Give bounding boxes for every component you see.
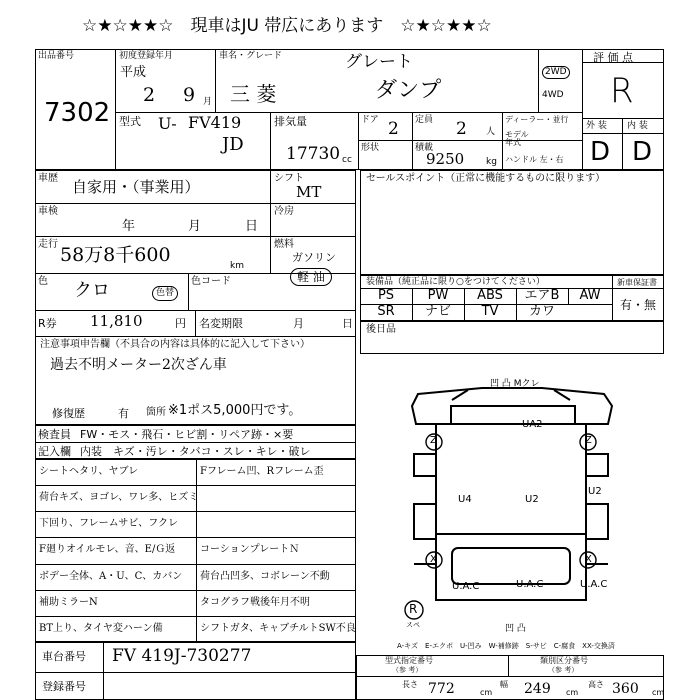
vehicle-maker: 三 菱 xyxy=(230,82,277,106)
category-label: 類別区分番号 xyxy=(540,656,588,665)
length-label: 長さ xyxy=(402,680,418,689)
entry-label: 記入欄 xyxy=(38,445,71,458)
equip-airbag: エアB xyxy=(524,288,560,303)
recycle-value: 11,810 xyxy=(90,312,143,330)
mark-z-left: Z xyxy=(430,435,437,446)
equipment-label: 装備品（純正品に限り○をつけてください） xyxy=(366,277,545,287)
score-label: 評 価 点 xyxy=(593,51,633,64)
width-label: 幅 xyxy=(500,680,508,689)
mark-uac-right: U.A.C xyxy=(580,579,608,590)
fuel-label: 燃料 xyxy=(274,239,294,250)
vehicle-grade: グレート xyxy=(345,52,413,72)
notes-label: 注意事項申告欄（不具合の内容は具体的に記入して下さい） xyxy=(40,339,310,350)
entry-items: 内装 キズ・汚レ・タバコ・スレ・キレ・破レ xyxy=(80,445,311,458)
mark-ua2: UA2 xyxy=(522,419,543,430)
chassis-label: 車台番号 xyxy=(42,650,86,663)
type-prefix: U- xyxy=(158,114,177,133)
sales-frame xyxy=(360,170,664,275)
mark-u4: U4 xyxy=(458,494,472,505)
inspector-label: 検査員 xyxy=(38,428,71,441)
banner: ☆★☆★★☆ 現車はJU 帯広にあります ☆★☆★★☆ xyxy=(82,16,492,36)
repair-unit: 箇所 xyxy=(146,407,166,418)
doors-value: 2 xyxy=(388,119,399,139)
exterior-score: D xyxy=(590,137,611,167)
length-value: 772 xyxy=(428,681,455,697)
capacity-label: 定員 xyxy=(415,115,434,125)
remark-right: コーションプレートＮ xyxy=(200,544,300,556)
vehicle-diagram xyxy=(356,354,664,642)
equip-ps: PS xyxy=(377,288,395,303)
interior-label: 内 装 xyxy=(627,121,648,131)
mark-z-right: Z xyxy=(585,435,592,446)
remark-left: F廻りオイルモレ、音、E/Ｇ返 xyxy=(39,544,176,556)
length-unit: cm xyxy=(480,688,493,697)
drive-2wd: 2WD xyxy=(542,66,570,79)
remark-left: 下回り、フレームサビ、フクレ xyxy=(39,518,178,530)
remark-right: Fフレーム凹、Rフレーム歪 xyxy=(200,466,324,477)
shift-value: MT xyxy=(296,183,322,201)
spare-label: スペ xyxy=(406,621,420,629)
recycle-unit: 円 xyxy=(175,317,186,330)
mileage-value: 58万8千600 xyxy=(60,244,171,266)
engine-unit: cc xyxy=(342,155,352,165)
specified-label: 型式指定番号 xyxy=(385,656,433,665)
load-label: 積載 xyxy=(415,143,434,153)
color-value: クロ xyxy=(74,280,110,301)
engine-label: 排気量 xyxy=(274,115,307,128)
score-value: R xyxy=(610,71,634,111)
load-unit: kg xyxy=(486,157,497,167)
after-frame xyxy=(360,321,664,354)
width-unit: cm xyxy=(566,688,579,697)
spare-mark: R xyxy=(409,602,418,616)
height-label: 高さ xyxy=(588,680,604,689)
repair-value: 有 xyxy=(118,407,129,420)
repair-label: 修復歴 xyxy=(52,407,85,420)
remark-right: シフトガタ、キャブチルトSW不良 xyxy=(200,622,356,634)
color-label: 色 xyxy=(38,276,48,287)
category-sub: （参 考） xyxy=(548,666,579,674)
type-suffix: JD xyxy=(222,134,244,155)
equip-aw: AW xyxy=(579,288,601,303)
mark-x-left: X xyxy=(430,554,437,565)
warranty-value: 有・無 xyxy=(620,298,657,312)
equip-navi: ナビ xyxy=(424,304,451,319)
inspector-items: FW・モス・飛石・ヒビ割・リペア跡・×要 xyxy=(80,428,294,441)
history-label: 車歴 xyxy=(38,173,58,184)
height-value: 360 xyxy=(612,681,639,697)
fuel-opt2: 軽 油 xyxy=(290,268,332,286)
color-note: 色替 xyxy=(152,286,178,301)
registration-label: 初度登録年月 xyxy=(119,51,174,61)
mark-u2-door xyxy=(466,478,467,479)
name-change-month: 月 xyxy=(293,317,304,330)
capacity-unit: 人 xyxy=(486,127,496,137)
color-code-label: 色コード xyxy=(191,276,231,287)
lot-label: 出品番号 xyxy=(38,51,75,61)
notes-value: 過去不明メーター2次ざん車 xyxy=(50,357,227,373)
after-label: 後日品 xyxy=(366,324,396,335)
equip-pw: PW xyxy=(427,288,449,303)
mileage-unit: km xyxy=(230,261,244,271)
chassis-value: FV 419J-730277 xyxy=(112,646,252,666)
remark-left: 補助ミラーN xyxy=(39,596,98,608)
handle-label: ハンドル 左・右 xyxy=(505,155,564,164)
inspection-year-unit: 年 xyxy=(122,219,136,234)
registration-year: 2 xyxy=(143,84,156,106)
diagram-legend: A-キズ E-エクボ U-凹み W-補修跡 S-サビ C-腐食 XX-交換済 xyxy=(397,642,615,650)
name-change-label: 名変期限 xyxy=(199,317,243,330)
equip-tv: TV xyxy=(481,304,499,319)
capacity-value: 2 xyxy=(456,119,467,139)
recycle-label: R券 xyxy=(38,317,57,330)
inspection-day-unit: 日 xyxy=(245,219,259,234)
mark-u2-center: U2 xyxy=(525,494,539,505)
remark-left: ボデー全体、A・U、C、カバン xyxy=(39,570,183,582)
engine-value: 17730 xyxy=(286,144,341,164)
remark-left: シートヘタリ、ヤブレ xyxy=(39,466,139,477)
interior-score: D xyxy=(632,137,653,167)
equip-sr: SR xyxy=(377,304,395,319)
shift-label: シフト xyxy=(274,173,304,184)
doors-label: ドア xyxy=(361,115,379,125)
dealer-label: ディーラー・並行 xyxy=(505,115,569,124)
remark-left: 荷台キズ、ヨゴレ、ワレ多、ヒズミ xyxy=(39,492,199,504)
history-value: 自家用・（事業用） xyxy=(72,178,200,196)
registration-no-label: 登録番号 xyxy=(42,680,86,693)
mark-u2-right: U2 xyxy=(588,486,602,497)
type-label: 型式 xyxy=(119,115,141,128)
drive-4wd: 4WD xyxy=(542,90,564,100)
mileage-label: 走行 xyxy=(38,239,58,250)
model-year-label: モデル年式 xyxy=(505,130,529,147)
fuel-opt1: ガソリン xyxy=(292,251,336,264)
equip-abs: ABS xyxy=(477,288,503,303)
remark-right: 荷台凸凹多、コボレーン不動 xyxy=(200,570,330,582)
specified-sub: （参 考） xyxy=(392,666,423,674)
cooling-label: 冷房 xyxy=(274,206,294,217)
warranty-label: 新車保証書 xyxy=(617,278,657,287)
diagram-bottom-label: 凹 凸 xyxy=(505,624,526,634)
equip-leather: カワ xyxy=(528,304,555,319)
inspection-month-unit: 月 xyxy=(188,219,202,234)
registration-month-unit: 月 xyxy=(203,97,213,107)
mark-uac-center: U.A.C xyxy=(516,579,544,590)
vehicle-model: ダンプ xyxy=(375,78,442,103)
registration-month: 9 xyxy=(183,84,196,106)
remark-right: タコグラフ戦後年月不明 xyxy=(200,596,310,608)
repair-price: ※1ポス5,000円です。 xyxy=(168,403,302,418)
mark-x-right: X xyxy=(585,554,592,565)
type-code: FV419 xyxy=(188,113,242,132)
remark-left: BT上り、タイヤ変ハーン備 xyxy=(39,622,163,634)
mark-uac-left: U.A.C xyxy=(452,581,480,592)
height-unit: cm xyxy=(652,688,665,697)
inspection-label: 車検 xyxy=(38,206,58,217)
name-change-day: 日 xyxy=(342,317,353,330)
lot-number: 7302 xyxy=(44,98,111,128)
diagram-top-label: 凹 凸 Mクレ xyxy=(490,379,540,389)
registration-era: 平成 xyxy=(120,65,147,80)
width-value: 249 xyxy=(524,681,551,697)
sales-point-label: セールスポイント（正常に機能するものに限ります） xyxy=(366,173,606,184)
exterior-label: 外 装 xyxy=(586,121,607,131)
load-value: 9250 xyxy=(426,150,465,168)
vehicle-label: 車名・グレード xyxy=(219,51,283,61)
shape-label: 形状 xyxy=(361,143,380,153)
